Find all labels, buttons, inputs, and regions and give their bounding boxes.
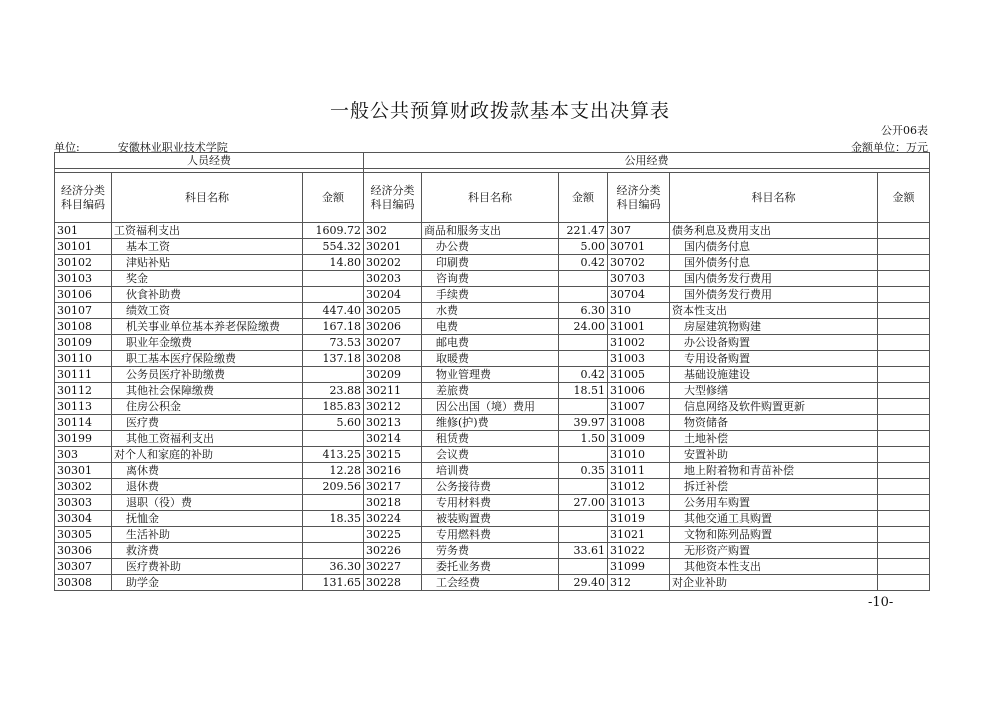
code-cell: 303 xyxy=(55,447,112,463)
code-cell: 30211 xyxy=(364,383,422,399)
code-cell: 30108 xyxy=(55,319,112,335)
amount-cell xyxy=(559,447,608,463)
amount-cell xyxy=(878,447,930,463)
column-header-name: 科目名称 xyxy=(670,173,878,223)
code-cell: 31012 xyxy=(608,479,670,495)
code-cell: 31001 xyxy=(608,319,670,335)
code-cell: 30206 xyxy=(364,319,422,335)
code-cell: 30209 xyxy=(364,367,422,383)
name-cell: 对个人和家庭的补助 xyxy=(112,447,303,463)
amount-cell xyxy=(878,575,930,591)
amount-cell xyxy=(878,463,930,479)
name-cell: 因公出国（境）费用 xyxy=(422,399,559,415)
name-cell: 国外债务发行费用 xyxy=(670,287,878,303)
amount-cell xyxy=(878,303,930,319)
amount-cell: 413.25 xyxy=(303,447,364,463)
amount-cell xyxy=(878,527,930,543)
name-cell: 取暖费 xyxy=(422,351,559,367)
column-header-name: 科目名称 xyxy=(112,173,303,223)
amount-cell xyxy=(878,495,930,511)
name-cell: 信息网络及软件购置更新 xyxy=(670,399,878,415)
name-cell: 差旅费 xyxy=(422,383,559,399)
page-title: 一般公共预算财政拨款基本支出决算表 xyxy=(329,100,670,122)
name-cell: 委托业务费 xyxy=(422,559,559,575)
name-cell: 房屋建筑物购建 xyxy=(670,319,878,335)
name-cell: 土地补偿 xyxy=(670,431,878,447)
column-header-amount: 金额 xyxy=(878,173,930,223)
amount-cell xyxy=(559,271,608,287)
name-cell: 物资储备 xyxy=(670,415,878,431)
name-cell: 债务利息及费用支出 xyxy=(670,223,878,239)
name-cell: 手续费 xyxy=(422,287,559,303)
amount-cell xyxy=(559,527,608,543)
name-cell: 其他社会保障缴费 xyxy=(112,383,303,399)
name-cell: 职业年金缴费 xyxy=(112,335,303,351)
column-header-amount: 金额 xyxy=(303,173,364,223)
table-row xyxy=(55,335,930,351)
code-cell: 31013 xyxy=(608,495,670,511)
amount-cell xyxy=(559,335,608,351)
code-cell: 31002 xyxy=(608,335,670,351)
name-cell: 劳务费 xyxy=(422,543,559,559)
name-cell: 抚恤金 xyxy=(112,511,303,527)
code-cell: 31022 xyxy=(608,543,670,559)
name-cell: 公务用车购置 xyxy=(670,495,878,511)
code-cell: 301 xyxy=(55,223,112,239)
name-cell: 基本工资 xyxy=(112,239,303,255)
name-cell: 救济费 xyxy=(112,543,303,559)
name-cell: 维修(护)费 xyxy=(422,415,559,431)
code-cell: 31021 xyxy=(608,527,670,543)
table-row xyxy=(55,527,930,543)
amount-cell xyxy=(303,431,364,447)
code-cell: 30204 xyxy=(364,287,422,303)
amount-cell: 6.30 xyxy=(559,303,608,319)
code-cell: 30216 xyxy=(364,463,422,479)
amount-cell xyxy=(878,223,930,239)
name-cell: 退休费 xyxy=(112,479,303,495)
column-header-code-line2: 科目编码 xyxy=(616,197,661,211)
name-cell: 医疗费补助 xyxy=(112,559,303,575)
name-cell: 大型修缮 xyxy=(670,383,878,399)
amount-cell: 137.18 xyxy=(303,351,364,367)
code-cell: 30702 xyxy=(608,255,670,271)
code-cell: 30217 xyxy=(364,479,422,495)
name-cell: 印刷费 xyxy=(422,255,559,271)
table-row xyxy=(55,255,930,271)
name-cell: 医疗费 xyxy=(112,415,303,431)
unit-name: 安徽林业职业技术学院 xyxy=(117,141,228,154)
code-cell: 30308 xyxy=(55,575,112,591)
table-row xyxy=(55,415,930,431)
amount-cell: 27.00 xyxy=(559,495,608,511)
code-cell: 30224 xyxy=(364,511,422,527)
code-cell: 31008 xyxy=(608,415,670,431)
name-cell: 奖金 xyxy=(112,271,303,287)
code-cell: 30201 xyxy=(364,239,422,255)
name-cell: 办公费 xyxy=(422,239,559,255)
amount-cell xyxy=(878,431,930,447)
code-cell: 30225 xyxy=(364,527,422,543)
code-cell: 312 xyxy=(608,575,670,591)
column-header-code-line2: 科目编码 xyxy=(370,197,415,211)
code-cell: 30304 xyxy=(55,511,112,527)
code-cell: 30305 xyxy=(55,527,112,543)
amount-cell: 36.30 xyxy=(303,559,364,575)
code-cell: 30701 xyxy=(608,239,670,255)
amount-cell xyxy=(303,367,364,383)
name-cell: 助学金 xyxy=(112,575,303,591)
amount-cell: 554.32 xyxy=(303,239,364,255)
name-cell: 专用设备购置 xyxy=(670,351,878,367)
table-row xyxy=(55,511,930,527)
amount-cell xyxy=(878,543,930,559)
code-cell: 30199 xyxy=(55,431,112,447)
amount-cell xyxy=(559,399,608,415)
amount-cell xyxy=(303,271,364,287)
code-cell: 30114 xyxy=(55,415,112,431)
amount-cell: 33.61 xyxy=(559,543,608,559)
code-cell: 31007 xyxy=(608,399,670,415)
code-cell: 30111 xyxy=(55,367,112,383)
page-number: -10- xyxy=(868,595,894,610)
name-cell: 物业管理费 xyxy=(422,367,559,383)
name-cell: 机关事业单位基本养老保险缴费 xyxy=(112,319,303,335)
name-cell: 工资福利支出 xyxy=(112,223,303,239)
table-row xyxy=(55,287,930,303)
name-cell: 基础设施建设 xyxy=(670,367,878,383)
name-cell: 公务接待费 xyxy=(422,479,559,495)
amount-cell: 5.00 xyxy=(559,239,608,255)
column-header-code-line2: 科目编码 xyxy=(61,197,105,211)
amount-cell: 221.47 xyxy=(559,223,608,239)
amount-cell xyxy=(878,367,930,383)
name-cell: 国外债务付息 xyxy=(670,255,878,271)
name-cell: 水费 xyxy=(422,303,559,319)
code-cell: 30307 xyxy=(55,559,112,575)
code-cell: 30107 xyxy=(55,303,112,319)
table-row xyxy=(55,495,930,511)
name-cell: 文物和陈列品购置 xyxy=(670,527,878,543)
name-cell: 租赁费 xyxy=(422,431,559,447)
column-header-row xyxy=(55,173,930,223)
code-cell: 30212 xyxy=(364,399,422,415)
code-cell: 31019 xyxy=(608,511,670,527)
code-cell: 30207 xyxy=(364,335,422,351)
code-cell: 30113 xyxy=(55,399,112,415)
code-cell: 31009 xyxy=(608,431,670,447)
amount-cell: 12.28 xyxy=(303,463,364,479)
code-cell: 30213 xyxy=(364,415,422,431)
code-cell: 30228 xyxy=(364,575,422,591)
amount-cell xyxy=(878,559,930,575)
code-cell: 30303 xyxy=(55,495,112,511)
amount-cell xyxy=(878,271,930,287)
amount-cell: 29.40 xyxy=(559,575,608,591)
amount-cell xyxy=(303,543,364,559)
code-cell: 30101 xyxy=(55,239,112,255)
amount-cell: 1609.72 xyxy=(303,223,364,239)
code-cell: 30109 xyxy=(55,335,112,351)
amount-cell xyxy=(559,287,608,303)
name-cell: 公务员医疗补助缴费 xyxy=(112,367,303,383)
name-cell: 退职（役）费 xyxy=(112,495,303,511)
form-number: 公开06表 xyxy=(881,124,928,137)
amount-cell: 1.50 xyxy=(559,431,608,447)
name-cell: 商品和服务支出 xyxy=(422,223,559,239)
column-header-code-line1: 经济分类 xyxy=(370,183,415,197)
amount-cell: 23.88 xyxy=(303,383,364,399)
name-cell: 资本性支出 xyxy=(670,303,878,319)
name-cell: 被装购置费 xyxy=(422,511,559,527)
group-header-personnel: 人员经费 xyxy=(55,153,364,169)
name-cell: 住房公积金 xyxy=(112,399,303,415)
table-body xyxy=(55,223,930,591)
name-cell: 其他工资福利支出 xyxy=(112,431,303,447)
column-header-code-line1: 经济分类 xyxy=(616,183,661,197)
unit-label: 单位: xyxy=(54,141,80,154)
amount-cell xyxy=(559,559,608,575)
amount-cell xyxy=(878,479,930,495)
code-cell: 30106 xyxy=(55,287,112,303)
table-row xyxy=(55,271,930,287)
amount-cell: 5.60 xyxy=(303,415,364,431)
code-cell: 30112 xyxy=(55,383,112,399)
code-cell: 31099 xyxy=(608,559,670,575)
table-row xyxy=(55,479,930,495)
table-row xyxy=(55,543,930,559)
amount-cell: 73.53 xyxy=(303,335,364,351)
code-cell: 307 xyxy=(608,223,670,239)
amount-cell: 18.35 xyxy=(303,511,364,527)
table-row xyxy=(55,223,930,239)
name-cell: 咨询费 xyxy=(422,271,559,287)
amount-cell: 209.56 xyxy=(303,479,364,495)
table-row xyxy=(55,431,930,447)
table-row xyxy=(55,559,930,575)
group-header-public: 公用经费 xyxy=(364,153,930,169)
table-row xyxy=(55,303,930,319)
code-cell: 30226 xyxy=(364,543,422,559)
name-cell: 工会经费 xyxy=(422,575,559,591)
name-cell: 培训费 xyxy=(422,463,559,479)
name-cell: 生活补助 xyxy=(112,527,303,543)
amount-cell xyxy=(878,287,930,303)
code-cell: 30301 xyxy=(55,463,112,479)
name-cell: 国内债务付息 xyxy=(670,239,878,255)
name-cell: 绩效工资 xyxy=(112,303,303,319)
code-cell: 30110 xyxy=(55,351,112,367)
table-row xyxy=(55,399,930,415)
code-cell: 31010 xyxy=(608,447,670,463)
name-cell: 电费 xyxy=(422,319,559,335)
code-cell: 302 xyxy=(364,223,422,239)
code-cell: 31011 xyxy=(608,463,670,479)
code-cell: 30227 xyxy=(364,559,422,575)
table-row xyxy=(55,351,930,367)
amount-cell: 18.51 xyxy=(559,383,608,399)
name-cell: 其他资本性支出 xyxy=(670,559,878,575)
table-row xyxy=(55,383,930,399)
name-cell: 邮电费 xyxy=(422,335,559,351)
table-row xyxy=(55,367,930,383)
amount-cell xyxy=(878,351,930,367)
table-row xyxy=(55,319,930,335)
table-row xyxy=(55,575,930,591)
code-cell: 310 xyxy=(608,303,670,319)
code-cell: 30218 xyxy=(364,495,422,511)
code-cell: 30103 xyxy=(55,271,112,287)
amount-cell xyxy=(878,511,930,527)
name-cell: 国内债务发行费用 xyxy=(670,271,878,287)
amount-cell: 0.42 xyxy=(559,255,608,271)
amount-cell: 0.42 xyxy=(559,367,608,383)
amount-cell xyxy=(303,527,364,543)
expenditure-table xyxy=(54,152,930,591)
column-header-amount: 金额 xyxy=(559,173,608,223)
code-cell: 31005 xyxy=(608,367,670,383)
code-cell: 30102 xyxy=(55,255,112,271)
amount-cell: 167.18 xyxy=(303,319,364,335)
amount-cell xyxy=(878,415,930,431)
column-header-code xyxy=(364,173,422,223)
table-row xyxy=(55,463,930,479)
amount-cell xyxy=(878,399,930,415)
name-cell: 对企业补助 xyxy=(670,575,878,591)
code-cell: 30215 xyxy=(364,447,422,463)
amount-cell: 24.00 xyxy=(559,319,608,335)
name-cell: 离休费 xyxy=(112,463,303,479)
code-cell: 30208 xyxy=(364,351,422,367)
amount-cell xyxy=(878,335,930,351)
name-cell: 无形资产购置 xyxy=(670,543,878,559)
code-cell: 30302 xyxy=(55,479,112,495)
name-cell: 安置补助 xyxy=(670,447,878,463)
money-unit: 金额单位：万元 xyxy=(851,141,928,154)
column-header-code xyxy=(55,173,112,223)
code-cell: 30203 xyxy=(364,271,422,287)
table-row xyxy=(55,447,930,463)
amount-cell: 447.40 xyxy=(303,303,364,319)
name-cell: 伙食补助费 xyxy=(112,287,303,303)
table-row xyxy=(55,239,930,255)
amount-cell: 185.83 xyxy=(303,399,364,415)
amount-cell: 14.80 xyxy=(303,255,364,271)
column-header-code-line1: 经济分类 xyxy=(61,183,105,197)
amount-cell: 0.35 xyxy=(559,463,608,479)
amount-cell xyxy=(303,495,364,511)
code-cell: 30214 xyxy=(364,431,422,447)
name-cell: 地上附着物和青苗补偿 xyxy=(670,463,878,479)
code-cell: 30704 xyxy=(608,287,670,303)
amount-cell: 39.97 xyxy=(559,415,608,431)
column-header-name: 科目名称 xyxy=(422,173,559,223)
column-header-code xyxy=(608,173,670,223)
code-cell: 30202 xyxy=(364,255,422,271)
amount-cell xyxy=(878,319,930,335)
code-cell: 31006 xyxy=(608,383,670,399)
amount-cell xyxy=(559,511,608,527)
amount-cell xyxy=(559,351,608,367)
amount-cell xyxy=(878,255,930,271)
name-cell: 专用材料费 xyxy=(422,495,559,511)
amount-cell: 131.65 xyxy=(303,575,364,591)
code-cell: 31003 xyxy=(608,351,670,367)
name-cell: 办公设备购置 xyxy=(670,335,878,351)
name-cell: 其他交通工具购置 xyxy=(670,511,878,527)
name-cell: 专用燃料费 xyxy=(422,527,559,543)
code-cell: 30306 xyxy=(55,543,112,559)
name-cell: 会议费 xyxy=(422,447,559,463)
code-cell: 30205 xyxy=(364,303,422,319)
name-cell: 拆迁补偿 xyxy=(670,479,878,495)
amount-cell xyxy=(878,239,930,255)
name-cell: 津贴补贴 xyxy=(112,255,303,271)
amount-cell xyxy=(878,383,930,399)
amount-cell xyxy=(559,479,608,495)
amount-cell xyxy=(303,287,364,303)
code-cell: 30703 xyxy=(608,271,670,287)
name-cell: 职工基本医疗保险缴费 xyxy=(112,351,303,367)
